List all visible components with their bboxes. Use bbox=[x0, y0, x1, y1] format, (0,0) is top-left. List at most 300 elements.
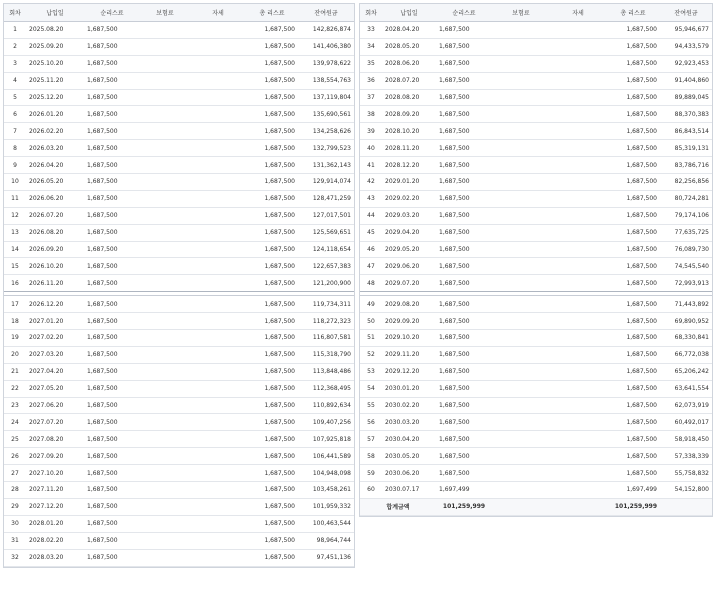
table-cell: 1,687,500 bbox=[246, 72, 298, 89]
table-cell: 116,807,581 bbox=[298, 330, 354, 347]
table-cell: 2030.03.20 bbox=[382, 414, 436, 431]
table-cell: 2029.01.20 bbox=[382, 174, 436, 191]
table-cell bbox=[140, 55, 190, 72]
table-cell: 1,687,500 bbox=[606, 190, 660, 207]
table-cell bbox=[492, 207, 550, 224]
table-cell bbox=[492, 313, 550, 330]
table-cell bbox=[140, 106, 190, 123]
table-cell: 1,687,500 bbox=[436, 174, 492, 191]
table-cell: 1,687,500 bbox=[246, 296, 298, 313]
table-cell: 2026.12.20 bbox=[26, 296, 84, 313]
table-cell bbox=[550, 482, 606, 499]
header-row bbox=[360, 4, 712, 22]
table-cell bbox=[550, 296, 606, 313]
header-cell: 잔여원금 bbox=[298, 4, 354, 22]
table-cell: 2027.07.20 bbox=[26, 414, 84, 431]
table-cell bbox=[190, 414, 246, 431]
table-cell: 118,272,323 bbox=[298, 313, 354, 330]
table-cell bbox=[190, 207, 246, 224]
table-cell bbox=[140, 275, 190, 292]
table-cell: 1,687,500 bbox=[436, 89, 492, 106]
table-cell: 71,443,892 bbox=[660, 296, 712, 313]
table-cell: 77,635,725 bbox=[660, 224, 712, 241]
table-cell: 2029.04.20 bbox=[382, 224, 436, 241]
table-cell: 1,687,500 bbox=[436, 207, 492, 224]
table-row bbox=[4, 363, 354, 380]
table-cell bbox=[492, 55, 550, 72]
table-cell: 1,687,500 bbox=[436, 465, 492, 482]
table-cell bbox=[140, 448, 190, 465]
table-cell bbox=[492, 448, 550, 465]
table-row bbox=[4, 330, 354, 347]
table-cell: 2030.06.20 bbox=[382, 465, 436, 482]
table-cell: 2027.09.20 bbox=[26, 448, 84, 465]
table-cell bbox=[190, 55, 246, 72]
table-cell: 76,089,730 bbox=[660, 241, 712, 258]
table-cell bbox=[550, 106, 606, 123]
table-cell: 2029.06.20 bbox=[382, 258, 436, 275]
table-cell: 2029.11.20 bbox=[382, 346, 436, 363]
table-row bbox=[4, 157, 354, 174]
table-row bbox=[360, 174, 712, 191]
table-cell bbox=[190, 157, 246, 174]
table-cell: 57 bbox=[360, 431, 382, 448]
table-cell: 1,687,500 bbox=[606, 380, 660, 397]
table-cell bbox=[550, 414, 606, 431]
table-cell: 1,687,500 bbox=[246, 414, 298, 431]
table-row bbox=[360, 72, 712, 89]
table-cell: 1,687,500 bbox=[84, 296, 140, 313]
table-row bbox=[360, 89, 712, 106]
table-cell: 1,687,500 bbox=[436, 431, 492, 448]
header-cell: 총 리스료 bbox=[606, 4, 660, 22]
table-cell: 1,687,500 bbox=[606, 140, 660, 157]
table-cell: 1,687,500 bbox=[436, 106, 492, 123]
total-net-lease: 101,259,999 bbox=[436, 498, 492, 515]
table-cell: 63,641,554 bbox=[660, 380, 712, 397]
table-cell: 1,687,500 bbox=[246, 258, 298, 275]
table-cell: 2026.02.20 bbox=[26, 123, 84, 140]
table-cell: 2026.07.20 bbox=[26, 207, 84, 224]
table-cell bbox=[140, 313, 190, 330]
table-row bbox=[4, 313, 354, 330]
table-cell: 1,687,500 bbox=[246, 313, 298, 330]
table-cell: 142,826,874 bbox=[298, 22, 354, 39]
table-row bbox=[360, 313, 712, 330]
table-cell: 2025.10.20 bbox=[26, 55, 84, 72]
table-cell: 88,370,383 bbox=[660, 106, 712, 123]
table-cell bbox=[190, 313, 246, 330]
table-cell bbox=[550, 140, 606, 157]
table-cell: 46 bbox=[360, 241, 382, 258]
schedule-table-left bbox=[3, 3, 355, 568]
table-cell: 132,799,523 bbox=[298, 140, 354, 157]
table-cell: 1,687,500 bbox=[246, 140, 298, 157]
table-cell: 66,772,038 bbox=[660, 346, 712, 363]
table-cell: 17 bbox=[4, 296, 26, 313]
table-cell: 2026.04.20 bbox=[26, 157, 84, 174]
table-row bbox=[4, 397, 354, 414]
table-row bbox=[360, 123, 712, 140]
table-cell: 1,687,500 bbox=[606, 275, 660, 292]
table-cell: 112,368,495 bbox=[298, 380, 354, 397]
table-row bbox=[360, 106, 712, 123]
table-row bbox=[360, 157, 712, 174]
table-cell: 1,687,500 bbox=[606, 313, 660, 330]
table-cell: 1,687,500 bbox=[436, 72, 492, 89]
table-row bbox=[360, 330, 712, 347]
table-cell: 1,687,500 bbox=[84, 498, 140, 515]
table-cell bbox=[190, 515, 246, 532]
table-cell bbox=[190, 448, 246, 465]
table-cell: 1,687,500 bbox=[606, 207, 660, 224]
table-cell: 1,687,500 bbox=[436, 313, 492, 330]
table-cell: 51 bbox=[360, 330, 382, 347]
table-cell: 1,687,500 bbox=[436, 224, 492, 241]
table-cell: 1,687,500 bbox=[606, 363, 660, 380]
table-cell: 131,362,143 bbox=[298, 157, 354, 174]
table-cell: 1,687,500 bbox=[84, 207, 140, 224]
table-cell bbox=[550, 22, 606, 39]
table-cell: 60,492,017 bbox=[660, 414, 712, 431]
header-cell: 회차 bbox=[4, 4, 26, 22]
table-cell: 2029.07.20 bbox=[382, 275, 436, 292]
header-cell: 순리스료 bbox=[84, 4, 140, 22]
table-row bbox=[4, 465, 354, 482]
table-cell bbox=[492, 414, 550, 431]
table-cell: 1,687,500 bbox=[436, 346, 492, 363]
table-cell: 94,433,579 bbox=[660, 38, 712, 55]
table-cell: 2029.12.20 bbox=[382, 363, 436, 380]
table-cell bbox=[190, 190, 246, 207]
table-cell: 30 bbox=[4, 515, 26, 532]
table-cell: 1,687,500 bbox=[246, 241, 298, 258]
table-cell bbox=[140, 549, 190, 566]
table-cell: 22 bbox=[4, 380, 26, 397]
table-cell bbox=[492, 22, 550, 39]
table-cell: 2028.01.20 bbox=[26, 515, 84, 532]
header-cell: 순리스료 bbox=[436, 4, 492, 22]
table-cell bbox=[190, 106, 246, 123]
table-cell: 2029.09.20 bbox=[382, 313, 436, 330]
lease-schedule-table bbox=[360, 4, 712, 516]
table-cell: 2026.08.20 bbox=[26, 224, 84, 241]
table-cell bbox=[550, 55, 606, 72]
table-cell: 98,964,744 bbox=[298, 532, 354, 549]
table-cell: 74,545,540 bbox=[660, 258, 712, 275]
table-row bbox=[360, 55, 712, 72]
table-cell: 1,687,500 bbox=[84, 241, 140, 258]
table-cell bbox=[492, 380, 550, 397]
table-cell: 1,687,500 bbox=[246, 515, 298, 532]
table-cell: 1,687,500 bbox=[84, 224, 140, 241]
table-cell: 1,687,500 bbox=[84, 431, 140, 448]
table-cell bbox=[550, 190, 606, 207]
table-row bbox=[4, 296, 354, 313]
table-row bbox=[4, 106, 354, 123]
table-cell: 1,687,500 bbox=[246, 22, 298, 39]
table-cell: 1,687,500 bbox=[606, 431, 660, 448]
table-row bbox=[4, 549, 354, 566]
table-cell: 1,687,500 bbox=[436, 241, 492, 258]
table-cell bbox=[190, 89, 246, 106]
table-row bbox=[4, 123, 354, 140]
table-cell: 2025.11.20 bbox=[26, 72, 84, 89]
total-label: 합계금액 bbox=[360, 498, 436, 515]
table-cell: 34 bbox=[360, 38, 382, 55]
schedule-table-right bbox=[359, 3, 713, 517]
table-cell bbox=[492, 89, 550, 106]
table-row bbox=[360, 380, 712, 397]
table-cell: 2027.11.20 bbox=[26, 482, 84, 499]
table-cell: 55,758,832 bbox=[660, 465, 712, 482]
header-cell: 자세 bbox=[550, 4, 606, 22]
table-cell: 1,687,500 bbox=[606, 448, 660, 465]
table-cell bbox=[550, 258, 606, 275]
header-cell: 자세 bbox=[190, 4, 246, 22]
table-cell: 68,330,841 bbox=[660, 330, 712, 347]
table-cell: 24 bbox=[4, 414, 26, 431]
table-cell: 1,687,500 bbox=[606, 414, 660, 431]
table-cell: 2029.10.20 bbox=[382, 330, 436, 347]
table-cell: 2030.04.20 bbox=[382, 431, 436, 448]
table-cell bbox=[140, 224, 190, 241]
table-cell: 1 bbox=[4, 22, 26, 39]
table-cell: 58 bbox=[360, 448, 382, 465]
table-cell bbox=[492, 482, 550, 499]
table-cell: 113,848,486 bbox=[298, 363, 354, 380]
table-row bbox=[4, 241, 354, 258]
table-cell: 1,687,500 bbox=[436, 363, 492, 380]
table-cell bbox=[190, 22, 246, 39]
table-cell bbox=[190, 38, 246, 55]
table-cell bbox=[140, 72, 190, 89]
table-cell: 10 bbox=[4, 174, 26, 191]
table-cell: 1,687,500 bbox=[246, 482, 298, 499]
table-cell: 121,200,900 bbox=[298, 275, 354, 292]
table-cell: 97,451,136 bbox=[298, 549, 354, 566]
table-row bbox=[4, 38, 354, 55]
table-cell: 1,687,500 bbox=[606, 22, 660, 39]
header-row bbox=[4, 4, 354, 22]
table-cell: 1,687,500 bbox=[606, 55, 660, 72]
table-cell: 106,441,589 bbox=[298, 448, 354, 465]
table-cell: 1,687,500 bbox=[246, 55, 298, 72]
table-cell: 2028.02.20 bbox=[26, 532, 84, 549]
table-cell bbox=[140, 207, 190, 224]
table-cell: 1,687,500 bbox=[246, 224, 298, 241]
table-cell bbox=[190, 123, 246, 140]
table-cell: 1,687,500 bbox=[84, 414, 140, 431]
table-cell: 1,687,500 bbox=[84, 55, 140, 72]
table-cell bbox=[190, 330, 246, 347]
table-cell bbox=[140, 414, 190, 431]
table-cell: 139,978,622 bbox=[298, 55, 354, 72]
table-cell: 2026.06.20 bbox=[26, 190, 84, 207]
table-row bbox=[360, 414, 712, 431]
table-cell: 43 bbox=[360, 190, 382, 207]
table-row bbox=[4, 22, 354, 39]
table-cell: 1,687,500 bbox=[606, 72, 660, 89]
table-cell bbox=[190, 380, 246, 397]
table-cell: 1,687,500 bbox=[246, 89, 298, 106]
table-cell: 1,687,500 bbox=[84, 330, 140, 347]
table-cell: 18 bbox=[4, 313, 26, 330]
table-cell bbox=[190, 224, 246, 241]
table-cell: 127,017,501 bbox=[298, 207, 354, 224]
table-cell: 27 bbox=[4, 465, 26, 482]
table-cell: 58,918,450 bbox=[660, 431, 712, 448]
table-cell bbox=[140, 532, 190, 549]
table-cell: 85,319,131 bbox=[660, 140, 712, 157]
table-cell bbox=[190, 72, 246, 89]
table-cell: 1,687,500 bbox=[606, 241, 660, 258]
table-cell: 41 bbox=[360, 157, 382, 174]
table-cell bbox=[492, 140, 550, 157]
table-cell: 115,318,790 bbox=[298, 346, 354, 363]
table-cell: 135,690,561 bbox=[298, 106, 354, 123]
table-cell: 2028.09.20 bbox=[382, 106, 436, 123]
table-cell: 1,687,500 bbox=[84, 258, 140, 275]
table-cell: 1,687,500 bbox=[84, 22, 140, 39]
header-cell: 회차 bbox=[360, 4, 382, 22]
table-cell bbox=[550, 330, 606, 347]
table-cell: 1,687,500 bbox=[246, 207, 298, 224]
table-cell: 1,687,500 bbox=[84, 549, 140, 566]
table-cell bbox=[550, 275, 606, 292]
table-cell: 124,118,654 bbox=[298, 241, 354, 258]
table-cell bbox=[492, 224, 550, 241]
table-cell: 1,687,500 bbox=[606, 346, 660, 363]
table-cell: 1,687,500 bbox=[436, 296, 492, 313]
table-cell: 1,687,500 bbox=[84, 140, 140, 157]
table-cell: 1,687,500 bbox=[246, 106, 298, 123]
table-cell bbox=[190, 241, 246, 258]
table-cell: 1,687,500 bbox=[246, 38, 298, 55]
table-cell bbox=[550, 157, 606, 174]
table-cell bbox=[190, 431, 246, 448]
table-cell: 8 bbox=[4, 140, 26, 157]
table-cell: 56 bbox=[360, 414, 382, 431]
table-cell: 1,687,500 bbox=[84, 363, 140, 380]
table-row bbox=[360, 465, 712, 482]
table-cell: 1,687,500 bbox=[246, 275, 298, 292]
table-cell bbox=[140, 38, 190, 55]
table-cell bbox=[550, 397, 606, 414]
table-cell bbox=[140, 241, 190, 258]
table-cell: 21 bbox=[4, 363, 26, 380]
table-cell bbox=[140, 431, 190, 448]
table-cell: 1,687,500 bbox=[246, 498, 298, 515]
total-balance bbox=[660, 498, 712, 515]
table-cell: 1,687,500 bbox=[84, 89, 140, 106]
table-cell: 134,258,626 bbox=[298, 123, 354, 140]
table-cell bbox=[140, 397, 190, 414]
table-cell bbox=[550, 241, 606, 258]
table-cell: 47 bbox=[360, 258, 382, 275]
table-cell: 2026.03.20 bbox=[26, 140, 84, 157]
table-cell: 60 bbox=[360, 482, 382, 499]
table-cell: 2028.05.20 bbox=[382, 38, 436, 55]
table-cell: 1,687,500 bbox=[606, 330, 660, 347]
table-cell bbox=[140, 174, 190, 191]
table-cell bbox=[550, 465, 606, 482]
table-cell bbox=[492, 258, 550, 275]
table-cell: 2028.04.20 bbox=[382, 22, 436, 39]
table-cell: 125,569,651 bbox=[298, 224, 354, 241]
table-cell: 13 bbox=[4, 224, 26, 241]
table-cell: 69,890,952 bbox=[660, 313, 712, 330]
table-cell: 141,406,380 bbox=[298, 38, 354, 55]
table-cell: 1,687,500 bbox=[246, 465, 298, 482]
table-cell: 2026.09.20 bbox=[26, 241, 84, 258]
table-cell: 6 bbox=[4, 106, 26, 123]
table-cell: 44 bbox=[360, 207, 382, 224]
table-cell: 1,687,500 bbox=[246, 157, 298, 174]
table-cell bbox=[492, 346, 550, 363]
table-cell: 1,687,500 bbox=[436, 38, 492, 55]
lease-schedule-table bbox=[4, 4, 354, 567]
table-cell: 1,687,500 bbox=[606, 89, 660, 106]
total-row bbox=[360, 498, 712, 515]
header-cell: 잔여원금 bbox=[660, 4, 712, 22]
table-cell: 2028.08.20 bbox=[382, 89, 436, 106]
table-cell: 31 bbox=[4, 532, 26, 549]
table-cell bbox=[550, 224, 606, 241]
table-row bbox=[360, 346, 712, 363]
table-cell: 89,889,045 bbox=[660, 89, 712, 106]
total-insurance bbox=[492, 498, 550, 515]
table-row bbox=[360, 241, 712, 258]
table-cell bbox=[492, 106, 550, 123]
table-cell: 2025.08.20 bbox=[26, 22, 84, 39]
table-cell: 1,687,500 bbox=[84, 190, 140, 207]
table-cell bbox=[190, 465, 246, 482]
table-cell: 25 bbox=[4, 431, 26, 448]
table-cell: 1,687,500 bbox=[436, 22, 492, 39]
table-cell bbox=[492, 72, 550, 89]
table-cell: 129,914,074 bbox=[298, 174, 354, 191]
table-row bbox=[360, 482, 712, 499]
table-cell bbox=[550, 174, 606, 191]
table-cell bbox=[140, 498, 190, 515]
table-cell bbox=[190, 532, 246, 549]
table-cell bbox=[190, 296, 246, 313]
table-row bbox=[360, 207, 712, 224]
table-cell: 1,687,500 bbox=[84, 397, 140, 414]
total-lease: 101,259,999 bbox=[606, 498, 660, 515]
table-cell bbox=[140, 482, 190, 499]
table-cell: 65,206,242 bbox=[660, 363, 712, 380]
table-cell: 1,687,500 bbox=[84, 482, 140, 499]
table-cell: 29 bbox=[4, 498, 26, 515]
table-cell: 59 bbox=[360, 465, 382, 482]
table-row bbox=[4, 275, 354, 292]
table-cell: 2027.05.20 bbox=[26, 380, 84, 397]
table-row bbox=[4, 532, 354, 549]
table-row bbox=[360, 363, 712, 380]
table-cell: 104,948,098 bbox=[298, 465, 354, 482]
table-cell: 1,687,500 bbox=[436, 330, 492, 347]
table-cell: 36 bbox=[360, 72, 382, 89]
table-cell: 15 bbox=[4, 258, 26, 275]
table-cell: 1,687,500 bbox=[246, 190, 298, 207]
table-row bbox=[4, 72, 354, 89]
table-row bbox=[360, 397, 712, 414]
table-cell: 3 bbox=[4, 55, 26, 72]
table-cell: 45 bbox=[360, 224, 382, 241]
table-cell: 50 bbox=[360, 313, 382, 330]
